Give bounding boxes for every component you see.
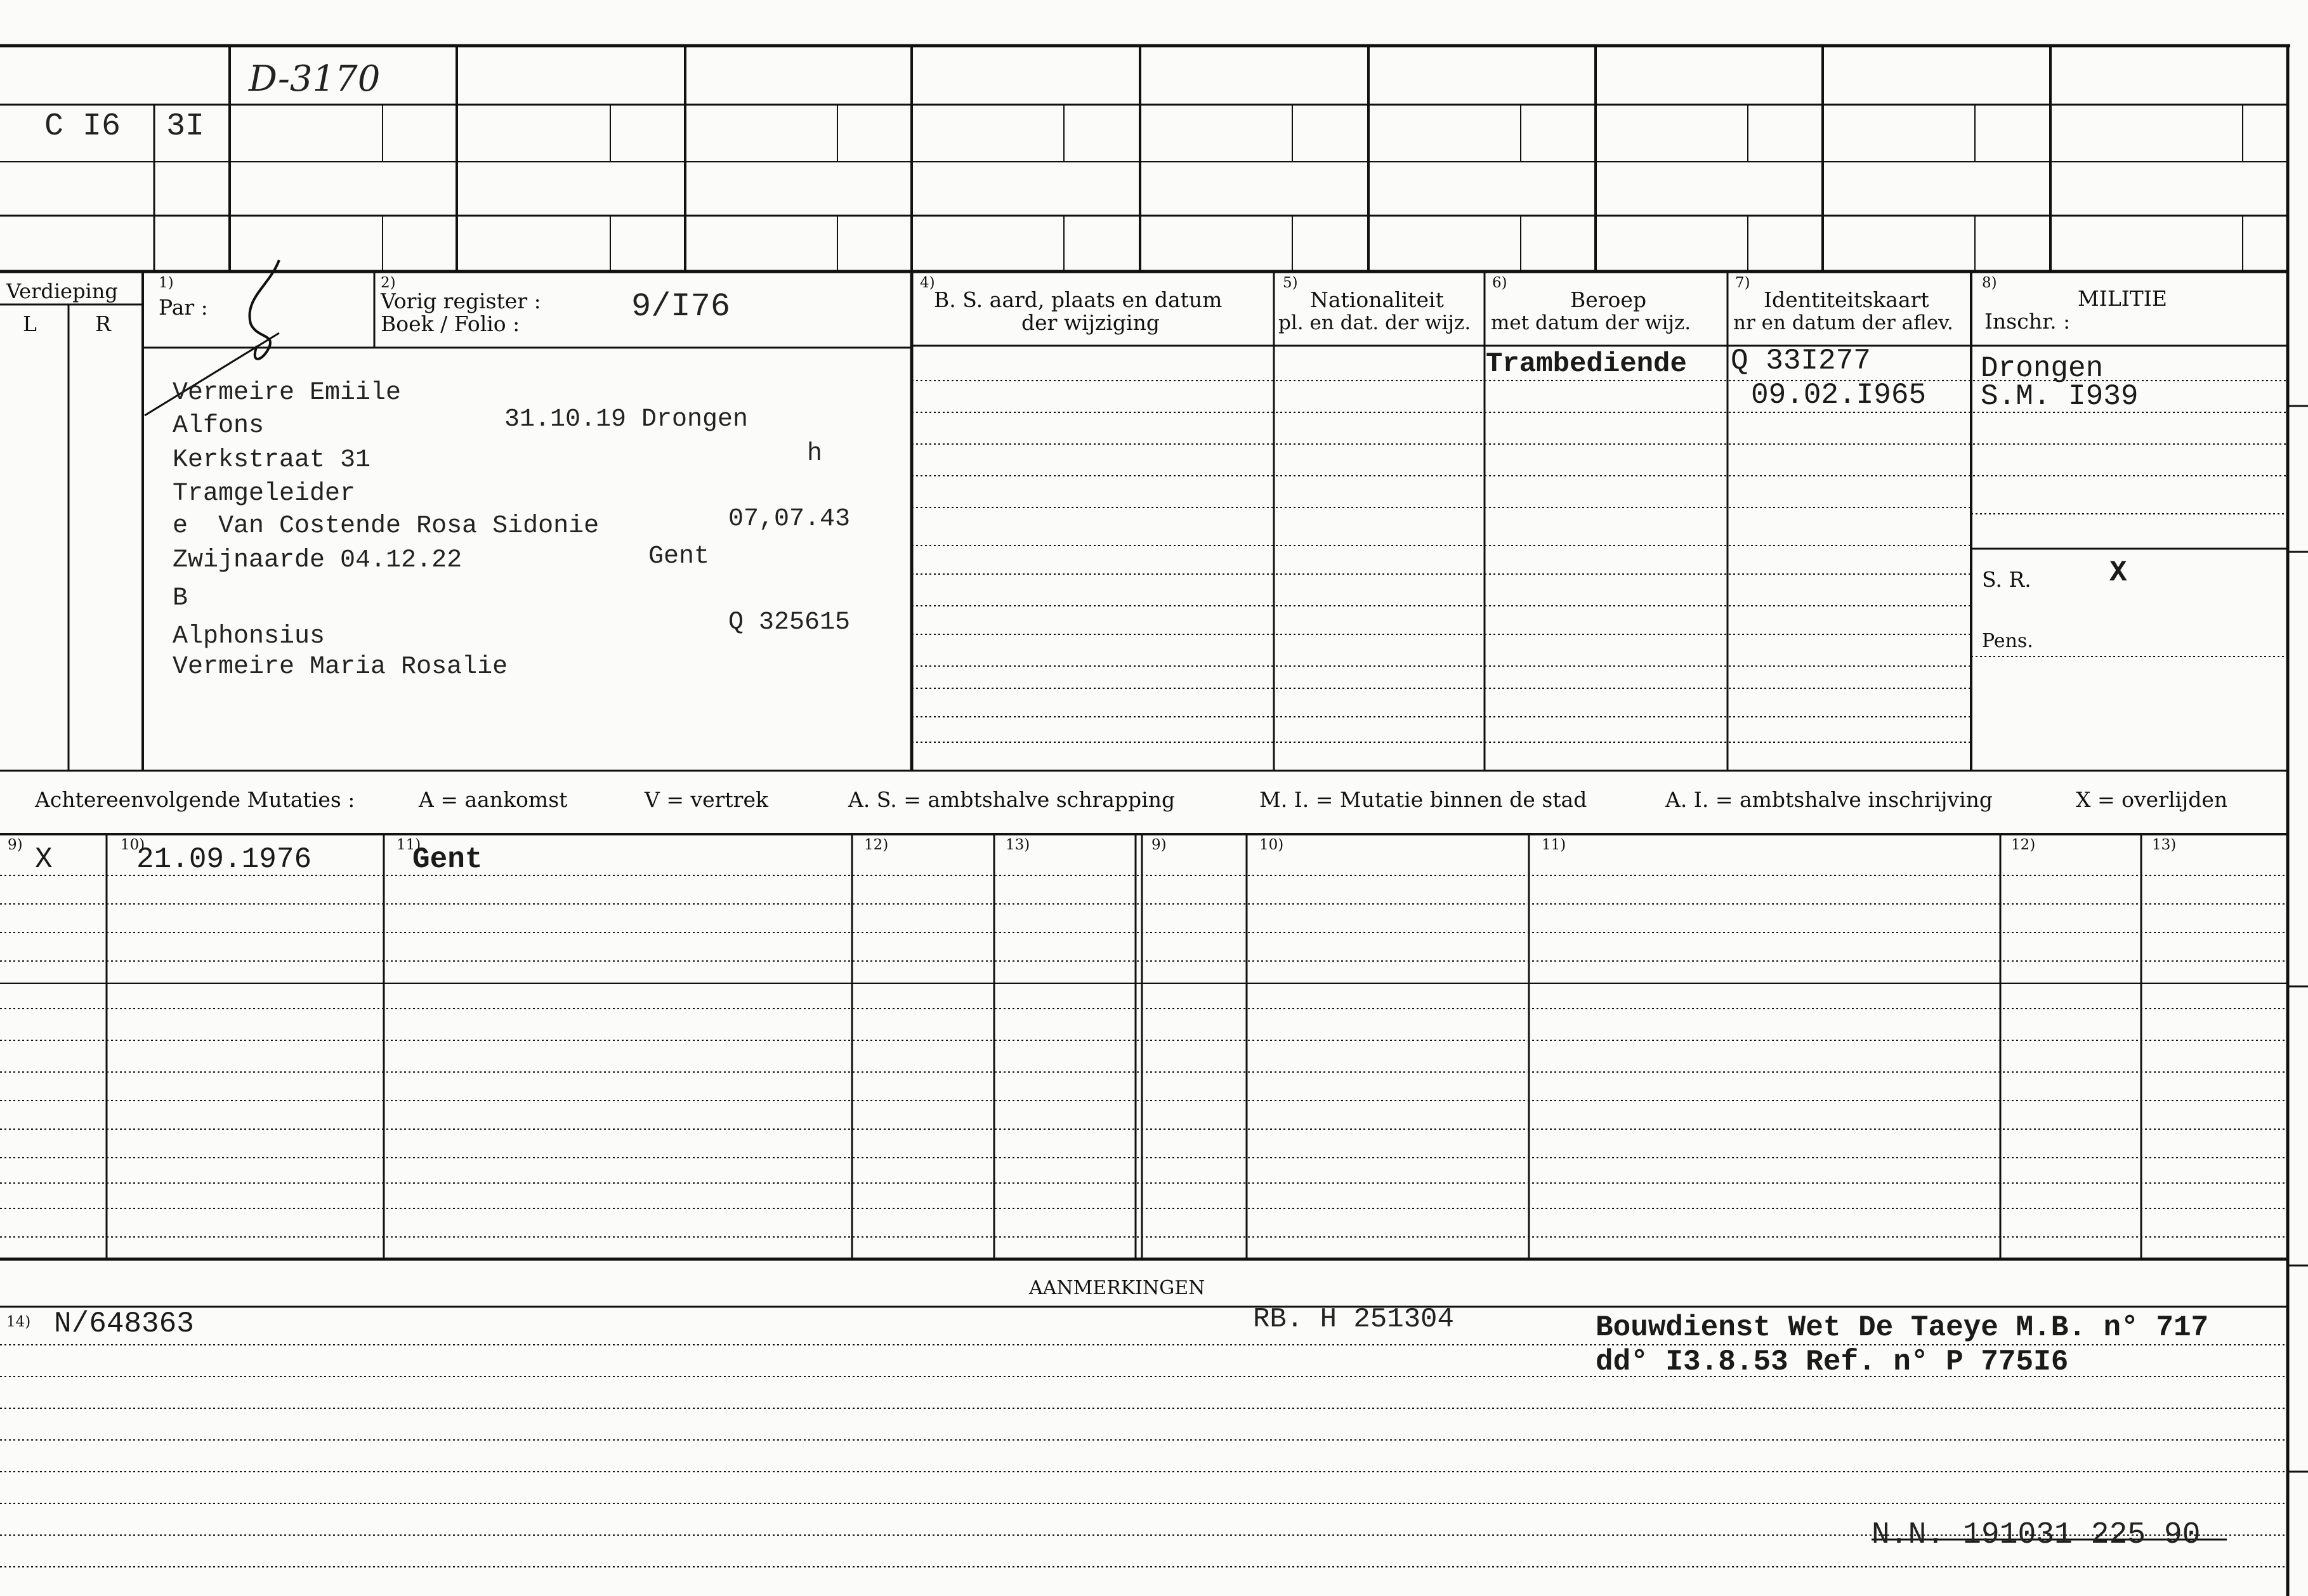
mutation-col-13-right: 13) [2152,837,2177,853]
pens-label: Pens. [1982,630,2033,652]
mutation-col-9-right: 9) [1151,837,1167,853]
field-number-7: 7) [1735,275,1750,291]
field-number-2: 2) [381,275,396,291]
reference-left: C I6 [44,108,121,145]
person-birth: 31.10.19 Drongen [504,405,749,434]
person-name: Vermeire Emiile [173,379,402,407]
id-card-number: Q 33I277 [1731,344,1871,377]
marriage-place: Gent [648,542,710,571]
vorig-register-label: Vorig register : [381,289,541,313]
person-address: Kerkstraat 31 [173,446,371,474]
reference-right: 3I [166,108,205,145]
legend-ambtshalve-inschrijving: A. I. = ambtshalve inschrijving [1665,787,1993,812]
field-number-14: 14) [6,1314,31,1330]
spouse-birth: Zwijnaarde 04.12.22 [173,546,462,575]
person-mark-b: B [173,584,188,613]
militie-place: Drongen [1981,352,2104,385]
legend-mutatie-binnen-stad: M. I. = Mutatie binnen de stad [1259,787,1587,812]
bs-label-line2: der wijziging [1021,310,1160,335]
militie-label: MILITIE [2078,286,2167,311]
r-label: R [95,311,111,336]
nationaliteit-label: Nationaliteit [1310,287,1444,312]
field-number-6: 6) [1492,275,1507,291]
mutation-col-10-right: 10) [1259,837,1284,853]
person-first-name: Alfons [173,412,265,440]
boek-folio-value: 9/I76 [631,288,731,325]
sr-mark: X [2109,556,2127,589]
beroep-label: Beroep [1570,287,1647,312]
marriage-date: 07,07.43 [728,505,851,533]
legend-aankomst: A = aankomst [419,787,568,812]
field-number-8: 8) [1982,275,1997,291]
legend-vertrek: V = vertrek [645,787,768,812]
verdieping-label: Verdieping [6,279,118,303]
identiteitskaart-label: Identiteitskaart [1764,287,1929,312]
boek-folio-label: Boek / Folio : [381,311,520,336]
beroep-sublabel: met datum der wijz. [1491,311,1691,334]
national-reference: N/648363 [54,1307,194,1340]
mutation-col-12-left: 12) [864,837,889,853]
mutation-col-10-left: 10) [121,837,145,853]
legend-title: Achtereenvolgende Mutaties : [35,787,355,812]
l-label: L [23,311,37,336]
mutation-col-11-right: 11) [1542,837,1566,853]
legend-ambtshalve-schrapping: A. S. = ambtshalve schrapping [848,787,1176,812]
legend-overlijden: X = overlijden [2076,787,2228,812]
mutation-entry-place: Gent [412,843,483,876]
inschr-label: Inschr. : [1984,309,2071,334]
bs-label-line1: B. S. aard, plaats en datum [934,287,1223,312]
aanmerkingen-title: AANMERKINGEN [1029,1277,1205,1299]
nationaliteit-sublabel: pl. en dat. der wijz. [1278,311,1471,334]
bouwdienst-line-2: dd° I3.8.53 Ref. n° P 775I6 [1596,1345,2069,1378]
beroep-value: Trambediende [1486,348,1687,380]
mutation-col-13-left: 13) [1006,837,1030,853]
handwritten-reference: D-3170 [249,58,381,100]
spouse-name: e Van Costende Rosa Sidonie [173,512,600,540]
field-number-4: 4) [920,275,935,291]
second-child-name: Vermeire Maria Rosalie [173,653,508,681]
person-mark-h: h [807,440,823,468]
militie-sm: S.M. I939 [1981,380,2139,413]
mutation-entry-date: 21.09.1976 [136,843,312,876]
par-label: Par : [159,295,208,320]
mutation-col-11-left: 11) [397,837,421,853]
bouwdienst-line-1: Bouwdienst Wet De Taeye M.B. n° 717 [1596,1311,2209,1344]
id-card-date: 09.02.I965 [1751,379,1927,412]
field-number-1: 1) [159,275,174,291]
sr-label: S. R. [1982,567,2031,592]
mutation-entry-type: X [35,843,53,876]
field-number-5: 5) [1283,275,1298,291]
child-name: Alphonsius [173,622,325,651]
mutation-col-9-left: 9) [8,837,23,853]
rb-reference: RB. H 251304 [1253,1304,1454,1335]
mutation-col-12-right: 12) [2011,837,2036,853]
national-number: N.N. 191031 225 90 [1872,1518,2201,1552]
identiteitskaart-sublabel: nr en datum der aflev. [1733,311,1953,334]
person-id-number: Q 325615 [728,608,851,637]
person-occupation: Tramgeleider [173,480,356,508]
